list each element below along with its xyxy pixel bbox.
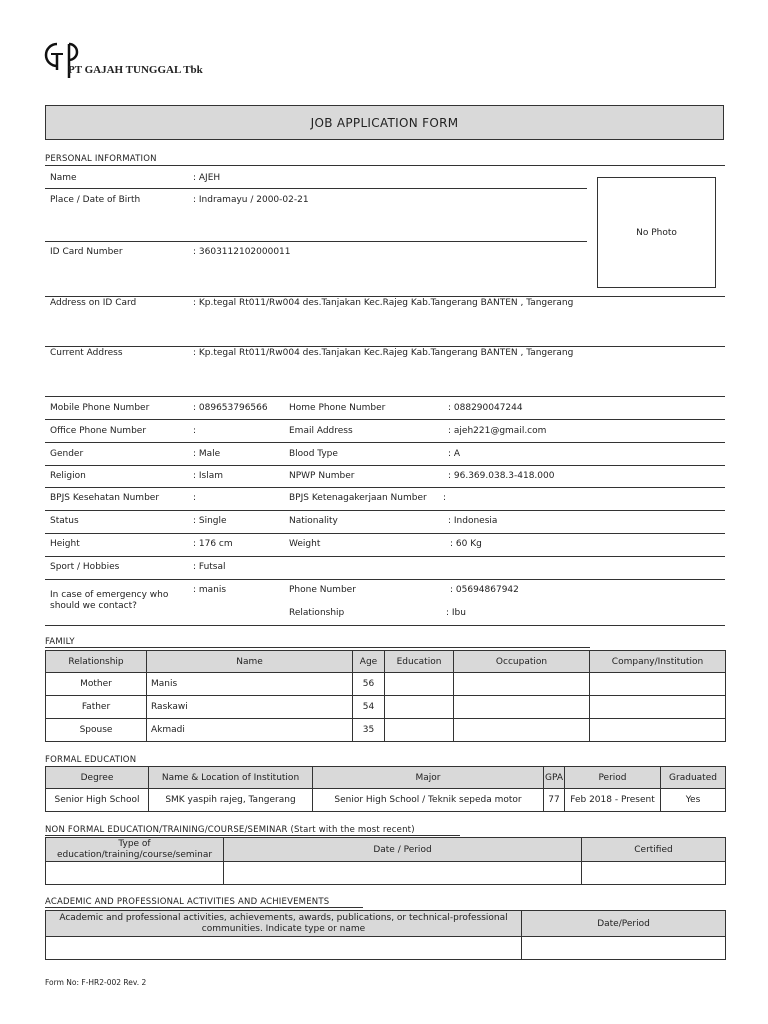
label-home-phone: Home Phone Number bbox=[289, 403, 386, 413]
nonformal-header-certified: Certified bbox=[582, 838, 726, 862]
family-cell bbox=[385, 719, 454, 742]
section-title-formal-education: FORMAL EDUCATION bbox=[45, 755, 137, 765]
value-mobile: : 089653796566 bbox=[193, 403, 268, 413]
value-current-address: : Kp.tegal Rt011/Rw004 des.Tanjakan Kec.Rajeg Kab.Tangerang BANTEN , Tangerang bbox=[193, 348, 574, 358]
label-mobile: Mobile Phone Number bbox=[50, 403, 150, 413]
family-cell: Father bbox=[46, 696, 147, 719]
company-logo bbox=[43, 40, 213, 82]
education-cell: Senior High School / Teknik sepeda motor bbox=[313, 789, 544, 812]
family-header-company: Company/Institution bbox=[590, 651, 726, 673]
table-row bbox=[46, 673, 726, 696]
family-header-name: Name bbox=[147, 651, 353, 673]
education-header-major: Major bbox=[313, 767, 544, 789]
value-home-phone: : 088290047244 bbox=[448, 403, 523, 413]
label-email: Email Address bbox=[289, 426, 353, 436]
label-height: Height bbox=[50, 539, 80, 549]
education-cell: Senior High School bbox=[46, 789, 149, 812]
value-pob: : Indramayu / 2000-02-21 bbox=[193, 195, 309, 205]
photo-placeholder: No Photo bbox=[597, 177, 716, 288]
label-pob: Place / Date of Birth bbox=[50, 195, 141, 205]
company-name: PT GAJAH TUNGGAL Tbk bbox=[68, 64, 203, 76]
value-relationship: : Ibu bbox=[446, 608, 466, 618]
family-cell bbox=[590, 673, 726, 696]
nonformal-cell bbox=[46, 862, 224, 885]
education-cell: Feb 2018 - Present bbox=[565, 789, 661, 812]
table-row bbox=[46, 862, 726, 885]
table-row bbox=[46, 696, 726, 719]
family-cell: Akmadi bbox=[147, 719, 353, 742]
family-cell bbox=[454, 719, 590, 742]
family-cell: Manis bbox=[147, 673, 353, 696]
value-bpjs-kesehatan: : bbox=[193, 493, 197, 503]
family-cell bbox=[454, 696, 590, 719]
section-title-personal: PERSONAL INFORMATION bbox=[45, 154, 157, 164]
family-header-occupation: Occupation bbox=[454, 651, 590, 673]
education-cell: Yes bbox=[661, 789, 726, 812]
family-cell bbox=[590, 696, 726, 719]
value-hobbies: : Futsal bbox=[193, 562, 226, 572]
label-status: Status bbox=[50, 516, 79, 526]
form-title: JOB APPLICATION FORM bbox=[45, 105, 724, 140]
family-cell bbox=[385, 696, 454, 719]
family-header-education: Education bbox=[385, 651, 454, 673]
family-cell: Raskawi bbox=[147, 696, 353, 719]
value-office-phone: : bbox=[193, 426, 197, 436]
family-cell: Mother bbox=[46, 673, 147, 696]
label-hobbies: Sport / Hobbies bbox=[50, 562, 120, 572]
table-row bbox=[46, 937, 726, 960]
value-address-id: : Kp.tegal Rt011/Rw004 des.Tanjakan Kec.Rajeg Kab.Tangerang BANTEN , Tangerang bbox=[193, 298, 574, 308]
nonformal-header-date: Date / Period bbox=[224, 838, 582, 862]
label-name: Name bbox=[50, 173, 77, 183]
value-weight: : 60 Kg bbox=[450, 539, 482, 549]
nonformal-cell bbox=[582, 862, 726, 885]
label-address-id: Address on ID Card bbox=[50, 298, 137, 308]
label-emergency-phone: Phone Number bbox=[289, 585, 356, 595]
education-header-period: Period bbox=[565, 767, 661, 789]
value-name: : AJEH bbox=[193, 173, 221, 183]
label-current-address: Current Address bbox=[50, 348, 123, 358]
value-religion: : Islam bbox=[193, 471, 224, 481]
label-emergency-contact: In case of emergency who should we contact? bbox=[50, 590, 169, 611]
section-title-nonformal-education: NON FORMAL EDUCATION/TRAINING/COURSE/SEMINAR (Start with the most recent) bbox=[45, 825, 415, 835]
value-gender: : Male bbox=[193, 449, 221, 459]
achievements-header-activities: Academic and professional activities, achievements, awards, publications, or technical-professional communities. Indicate type or name bbox=[46, 911, 522, 937]
family-cell bbox=[590, 719, 726, 742]
family-cell: 35 bbox=[353, 719, 385, 742]
value-email: : ajeh221@gmail.com bbox=[448, 426, 547, 436]
education-table bbox=[45, 766, 726, 812]
table-row bbox=[46, 789, 726, 812]
education-header-degree: Degree bbox=[46, 767, 149, 789]
value-height: : 176 cm bbox=[193, 539, 233, 549]
label-bpjs-kesehatan: BPJS Kesehatan Number bbox=[50, 493, 160, 503]
section-title-achievements: ACADEMIC AND PROFESSIONAL ACTIVITIES AND ACHIEVEMENTS bbox=[45, 897, 330, 907]
label-religion: Religion bbox=[50, 471, 86, 481]
table-row bbox=[46, 719, 726, 742]
achievements-header-date: Date/Period bbox=[522, 911, 726, 937]
nonformal-cell bbox=[224, 862, 582, 885]
achievements-cell bbox=[522, 937, 726, 960]
education-header-graduated: Graduated bbox=[661, 767, 726, 789]
education-cell: SMK yaspih rajeg, Tangerang bbox=[149, 789, 313, 812]
family-cell bbox=[385, 673, 454, 696]
education-header-institution: Name & Location of Institution bbox=[149, 767, 313, 789]
value-nationality: : Indonesia bbox=[448, 516, 498, 526]
education-cell: 77 bbox=[544, 789, 565, 812]
family-cell: 56 bbox=[353, 673, 385, 696]
label-relationship: Relationship bbox=[289, 608, 345, 618]
label-weight: Weight bbox=[289, 539, 321, 549]
label-npwp: NPWP Number bbox=[289, 471, 355, 481]
value-status: : Single bbox=[193, 516, 227, 526]
label-office-phone: Office Phone Number bbox=[50, 426, 147, 436]
family-table bbox=[45, 650, 726, 742]
family-cell: 54 bbox=[353, 696, 385, 719]
achievements-cell bbox=[46, 937, 522, 960]
achievements-table bbox=[45, 910, 726, 960]
education-header-gpa: GPA bbox=[544, 767, 565, 789]
label-id-card: ID Card Number bbox=[50, 247, 123, 257]
value-bpjs-ketenagakerjaan: : bbox=[443, 493, 447, 503]
nonformal-table bbox=[45, 837, 726, 885]
value-emergency-phone: : 05694867942 bbox=[450, 585, 519, 595]
value-blood-type: : A bbox=[448, 449, 461, 459]
section-title-family: FAMILY bbox=[45, 637, 75, 647]
label-bpjs-ketenagakerjaan: BPJS Ketenagakerjaan Number bbox=[289, 493, 427, 503]
nonformal-header-type: Type of education/training/course/seminar bbox=[46, 838, 224, 862]
family-cell bbox=[454, 673, 590, 696]
family-header-age: Age bbox=[353, 651, 385, 673]
form-number: Form No: F-HR2-002 Rev. 2 bbox=[45, 978, 147, 987]
label-nationality: Nationality bbox=[289, 516, 338, 526]
family-cell: Spouse bbox=[46, 719, 147, 742]
value-emergency-contact: : manis bbox=[193, 585, 227, 595]
family-header-relationship: Relationship bbox=[46, 651, 147, 673]
value-id-card: : 3603112102000011 bbox=[193, 247, 291, 257]
label-gender: Gender bbox=[50, 449, 84, 459]
label-blood-type: Blood Type bbox=[289, 449, 338, 459]
value-npwp: : 96.369.038.3-418.000 bbox=[448, 471, 555, 481]
